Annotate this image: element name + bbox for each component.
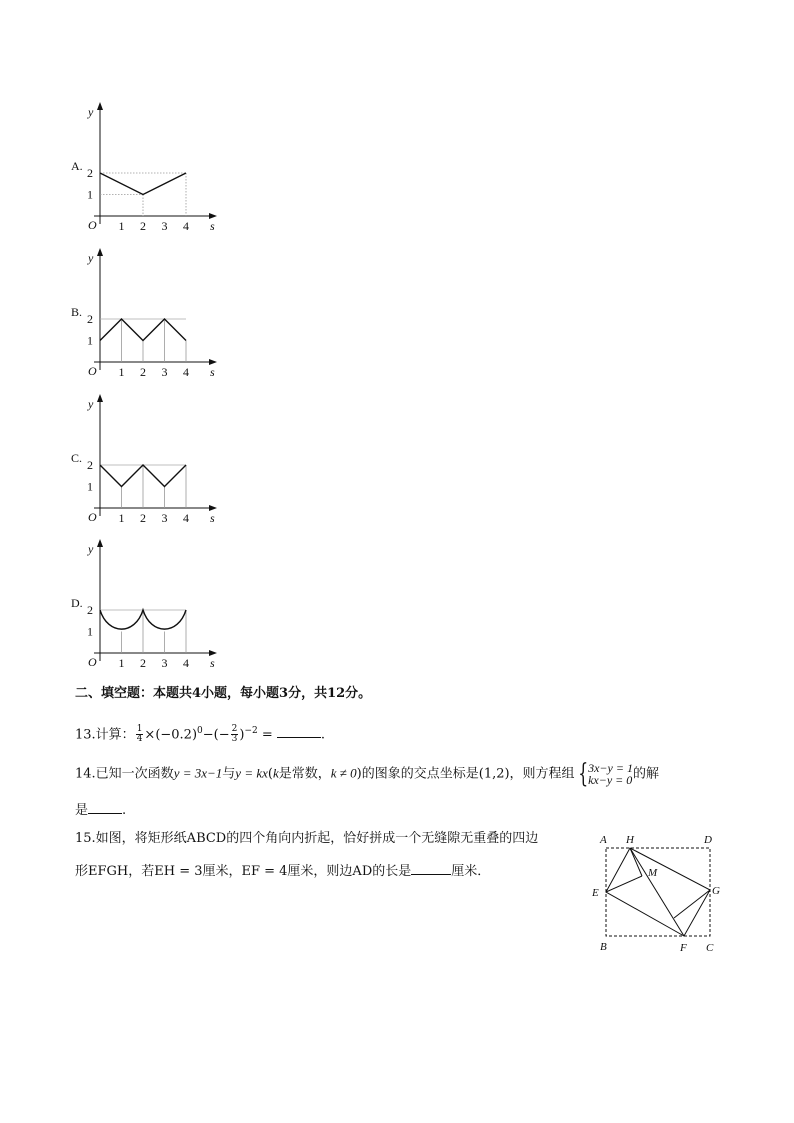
q14-part6: 的解 [632, 766, 659, 782]
x-tick-label: 1 [118, 511, 125, 525]
q14-condition: k ≠ 0 [330, 765, 357, 781]
y-tick-label: 2 [87, 312, 93, 326]
y-tick-label: 1 [87, 187, 93, 202]
x-tick-label: 2 [140, 219, 146, 233]
q14-eq1: 3x−y = 1 [588, 761, 633, 775]
q13-frac2: $\frac{2}{3}$ [231, 724, 238, 745]
q14-function2: y = kx [235, 765, 268, 781]
label-g: G [712, 885, 720, 897]
x-tick-label: 1 [118, 365, 125, 379]
label-f: F [680, 942, 687, 954]
option-label-c: C. [71, 451, 83, 465]
label-h: H [626, 834, 634, 846]
origin-label: O [88, 364, 97, 378]
x-tick-label: 1 [118, 219, 125, 233]
graph-d-svg [60, 535, 230, 675]
origin-label: O [88, 655, 97, 669]
q14-answer-blank[interactable] [88, 801, 122, 814]
q13-answer-blank[interactable] [277, 725, 321, 738]
q13-expr4: = [257, 727, 277, 743]
x-tick-label: 4 [183, 365, 189, 379]
q13-end: . [320, 727, 326, 743]
y-tick-label: 2 [87, 458, 93, 472]
rectangle-abcd [606, 848, 710, 936]
y-axis-label: y [88, 542, 94, 556]
y-tick-label: 1 [87, 624, 93, 639]
x-axis-label: s [210, 219, 215, 233]
origin-label: O [88, 510, 97, 524]
q13-exp0: 0 [197, 726, 203, 736]
question-15-line2 [75, 862, 490, 881]
q14-part2: 与 [222, 766, 236, 782]
x-tick-label: 3 [161, 656, 168, 670]
graph-d [60, 535, 230, 675]
q13-expr3: ) [239, 727, 245, 743]
line-fg [674, 890, 710, 918]
line-hm [630, 848, 642, 876]
x-tick-label: 1 [118, 656, 125, 670]
q14-equation-system [588, 762, 633, 786]
graph-a-svg [60, 98, 230, 238]
q14-part4: 是常数， [278, 766, 331, 782]
label-d: D [704, 834, 712, 846]
quadrilateral-efgh [606, 848, 710, 936]
q14-eq2: kx−y = 0 [588, 773, 633, 787]
q14-function1: y = 3x−1 [173, 765, 223, 781]
x-tick-label: 4 [183, 219, 189, 233]
line-em [606, 876, 642, 892]
option-label-a: A. [71, 159, 83, 173]
origin-label: O [88, 218, 97, 232]
function-graph-line [100, 173, 186, 195]
q14-line2: 是 [75, 803, 89, 818]
x-tick-label: 4 [183, 511, 189, 525]
y-axis-label: y [88, 397, 94, 411]
y-axis-label: y [88, 105, 94, 119]
q14-brace: { [577, 759, 588, 789]
x-axis-label: s [210, 656, 215, 670]
q13-expr1: ×(−0.2) [144, 727, 198, 743]
option-label-d: D. [71, 596, 83, 610]
q13-exp-neg2: −2 [244, 726, 258, 736]
y-axis-arrow [97, 539, 103, 547]
line-hf [630, 848, 684, 936]
y-axis-arrow [97, 248, 103, 256]
y-tick-label: 1 [87, 479, 93, 494]
y-axis-label: y [88, 251, 94, 265]
x-axis-label: s [210, 365, 215, 379]
q13-expr2: −(− [202, 727, 230, 743]
q14-part5: )的图象的交点坐标是(1,2)，则方程组 [356, 766, 575, 782]
q14-end: . [122, 803, 127, 818]
q15-line2-b: 厘米． [451, 864, 491, 879]
function-graph-line [100, 319, 186, 341]
label-c: C [706, 942, 714, 954]
q15-answer-blank[interactable] [411, 862, 451, 875]
y-axis-arrow [97, 102, 103, 110]
label-e: E [592, 887, 599, 899]
q14-k: k [272, 765, 279, 781]
x-tick-label: 2 [140, 656, 146, 670]
q14-part1: 14.已知一次函数 [75, 766, 174, 782]
q13-frac1: $\frac{1}{4}$ [136, 724, 143, 745]
question-13 [75, 722, 325, 744]
graph-c [60, 390, 230, 530]
x-tick-label: 2 [140, 365, 146, 379]
q14-part3: ( [267, 766, 273, 782]
question-14 [75, 759, 659, 789]
q15-figure [592, 830, 732, 960]
graph-b-svg [60, 244, 230, 384]
label-a: A [600, 834, 607, 846]
y-axis-arrow [97, 394, 103, 402]
question-14-line2 [75, 801, 126, 820]
option-label-b: B. [71, 305, 83, 319]
x-axis-label: s [210, 511, 215, 525]
q13-label: 13.计算： [75, 727, 135, 743]
graph-c-svg [60, 390, 230, 530]
graph-a [60, 98, 230, 238]
y-tick-label: 2 [87, 603, 93, 617]
x-tick-label: 4 [183, 656, 189, 670]
label-m: M [648, 867, 658, 879]
x-tick-label: 3 [161, 365, 168, 379]
graph-b [60, 244, 230, 384]
section-heading: 二、填空题：本题共4小题，每小题3分，共12分。 [75, 686, 372, 701]
y-tick-label: 2 [87, 166, 93, 180]
x-tick-label: 2 [140, 511, 146, 525]
x-tick-label: 3 [161, 511, 168, 525]
question-15-line1: 15.如图，将矩形纸ABCD的四个角向内折起，恰好拼成一个无缝隙无重叠的四边 [75, 831, 539, 846]
y-tick-label: 1 [87, 333, 93, 348]
q15-line2-a: 形EFGH，若EH = 3厘米，EF = 4厘米，则边AD的长是 [75, 864, 412, 879]
x-tick-label: 3 [161, 219, 168, 233]
label-b: B [600, 941, 607, 953]
